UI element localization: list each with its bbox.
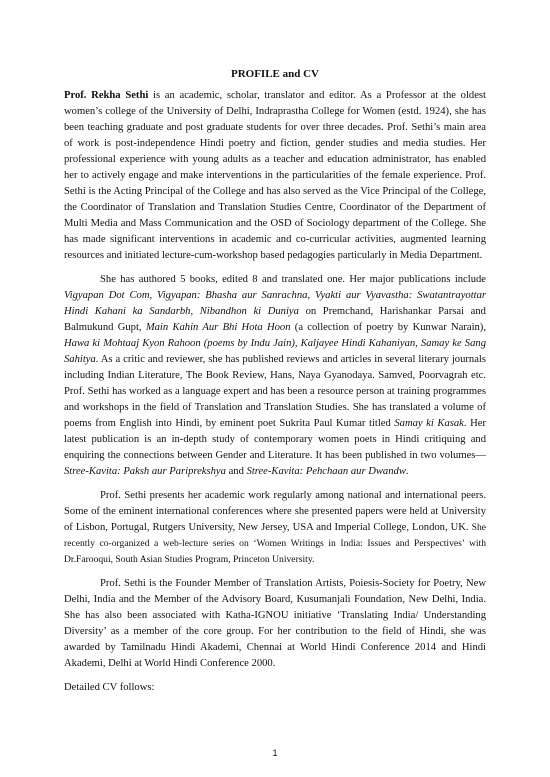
publications-paragraph (64, 272, 486, 480)
page-number: 1 (272, 748, 278, 758)
web-lecture-text: She recently co-organized a web-lecture series on ‘Women Writings in India: Issues and Perspectives’ with Dr.Farooqui, South Asian Studies Program, Princeton University. (64, 522, 486, 565)
book-title: Stree-Kavita: Pehchaan aur Dwandw (246, 466, 406, 477)
page-title: PROFILE and CV (230, 68, 320, 80)
book-title: Stree-Kavita: Paksh aur Pariprekshya (64, 466, 226, 477)
publications-text: on Premchand, Harishankar Parsai and Balmukund Gupt, (64, 306, 486, 333)
publications-text: . (405, 466, 409, 477)
publications-text: . Her latest publication is an in-depth study of contemporary women poets in Hindi critiquing and enquiring the connections between Gender and Literature. It has been published in two volumes— (64, 418, 486, 461)
author-name: Prof. Rekha Sethi (64, 90, 149, 101)
book-titles: Hawa ki Mohtaaj Kyon Rahoon (poems by Indu Jain), Kaljayee Hindi Kahaniyan, Samay ke Sang Sahitya (64, 338, 486, 365)
publications-text: . As a critic and reviewer, she has published reviews and articles in several literary journals including Indian Literature, The Book Review, Hans, Naya Gyanodaya. Samved, Poorvagrah etc. Prof. Sethi has worked as a language expert and has been a resource person at training programmes and workshops in the field of Translation and Translation Studies. She has translated a volume of poems from English into Hindi, by eminent poet Sukrita Paul Kumar titled (64, 354, 486, 429)
publications-text: (a collection of poetry by Kunwar Narain), (290, 322, 486, 333)
document-body (64, 88, 486, 704)
publications-text: She has authored 5 books, edited 8 and translated one. Her major publications include (100, 274, 486, 285)
memberships-paragraph: Prof. Sethi is the Founder Member of Translation Artists, Poiesis-Society for Poetry, New Delhi, India and the Member of the Advisory Board, Kusumanjali Foundation, New Delhi, India. She has also been associated with Katha-IGNOU initiative ‘Translating India/ Understanding Diversity’ as a member of the core group. For her contribution to the field of Hindi, she was awarded by Tamilnadu Hindi Akademi, Chennai at World Hindi Conference 2014 and Hindi Akademi, Delhi at World Hindi Conference 2000. (64, 578, 486, 669)
conferences-text: Prof. Sethi presents her academic work regularly among national and international peers. Some of the eminent international conferences where she presented papers were held at University of Lisbon, Portugal, Rutgers University, New Jersey, USA and Imperial College, London, UK. (64, 490, 486, 533)
publications-text: and (225, 466, 247, 477)
intro-paragraph (64, 88, 486, 264)
conferences-paragraph (64, 488, 486, 568)
book-title: Main Kahin Aur Bhi Hota Hoon (145, 322, 291, 333)
book-titles: Vigyapan Dot Com, Vigyapan: Bhasha aur Sanrachna, Vyakti aur Vyavastha: Swatantrayottar Hindi Kahani ka Sandarbh, Nibandhon ki Duniya (64, 290, 486, 317)
book-title: Samay ki Kasak (394, 418, 464, 429)
intro-text: is an academic, scholar, translator and editor. As a Professor at the oldest women’s college of the University of Delhi, Indraprastha College for Women (estd. 1924), she has been teaching graduate and post graduate students for over three decades. Prof. Sethi’s main area of work is post-independence Hindi poetry and fiction, gender studies and media studies. Her professional experience with young adults as a teacher and education administrator, has enabled her to actively engage and make interventions in the particularities of the female experience. Prof. Sethi is the Acting Principal of the College and has also served as the Vice Principal of the College, the Coordinator of Translation and Translation Studies Centre, Coordinator of the Department of Multi Media and Mass Communication and the OSD of Sociology department of the College. She has made significant interventions in academic and co-curricular activities, augmented learning resources and initiated lecture-cum-workshop based pedagogies particularly in Media Department. (64, 90, 486, 261)
closing-line: Detailed CV follows: (64, 682, 155, 693)
